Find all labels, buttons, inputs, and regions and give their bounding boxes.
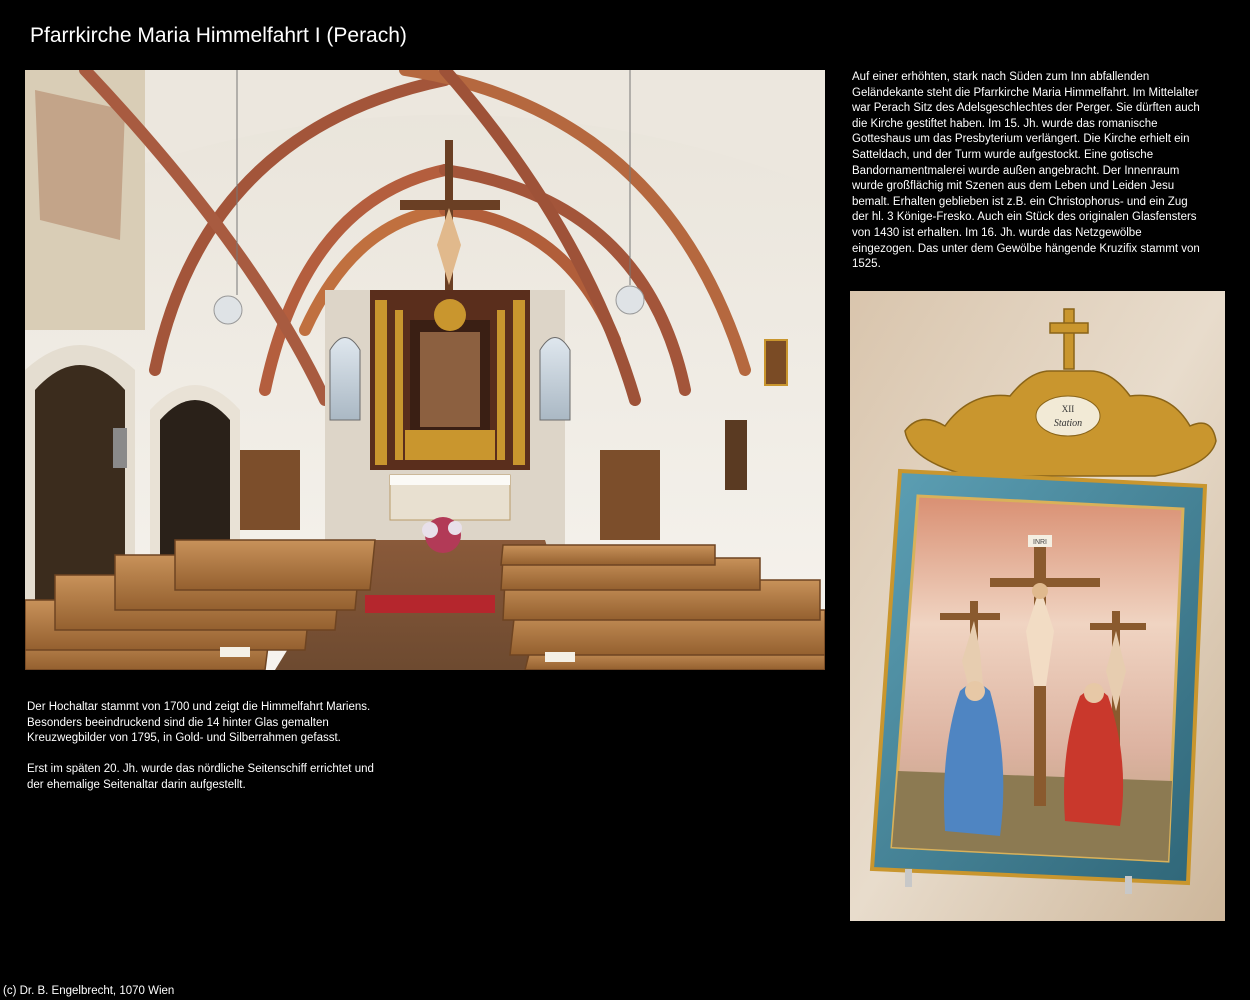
intro-text-block (852, 70, 1207, 273)
altar-paragraph-1: Der Hochaltar stammt von 1700 und zeigt die Himmelfahrt Mariens. Besonders beeindruckend sind die 14 hinter Glas gemalten Kreuzwegbilder von 1795, in Gold- und Silberrahmen gefasst. (27, 701, 371, 745)
page-title: Pfarrkirche Maria Himmelfahrt I (Perach) (30, 24, 407, 47)
cartouche-number: XII (1061, 404, 1075, 414)
station-painting-photo (850, 291, 1225, 921)
inri-label: INRI (1033, 539, 1047, 546)
copyright-notice: (c) Dr. B. Engelbrecht, 1070 Wien (3, 985, 175, 997)
altar-paragraph-2: Erst im späten 20. Jh. wurde das nördliche Seitenschiff errichtet und der ehemalige Seitenaltar darin aufgestellt. (27, 763, 374, 791)
church-interior-photo (25, 70, 825, 670)
cartouche-text: Station (1053, 418, 1083, 429)
intro-paragraph: Auf einer erhöhten, stark nach Süden zum Inn abfallenden Geländekante steht die Pfarrkirche Maria Himmelfahrt. Im Mittelalter war Perach Sitz des Adelsgeschlechtes der Perger. Sie dürften auch die Kirche gestiftet haben. Im 15. Jh. wurde das romanische Gotteshaus um das Presbyterium verlängert. Die Kirche erhielt ein Satteldach, und der Turm wurde aufgestockt. Eine gotische Bandornamentmalerei wurde außen angebracht. Der Innenraum wurde großflächig mit Szenen aus dem Leben und Leiden Jesu bemalt. Erhalten geblieben ist z.B. ein Christophorus- und ein Zug der hl. 3 Könige-Fresko. Auch ein Stück des originalen Glasfensters von 1430 ist erhalten. Im 16. Jh. wurde das Netzgewölbe eingezogen. Das unter dem Gewölbe hängende Kruzifix stammt von 1525. (852, 71, 1200, 271)
altar-text-block (27, 700, 387, 794)
